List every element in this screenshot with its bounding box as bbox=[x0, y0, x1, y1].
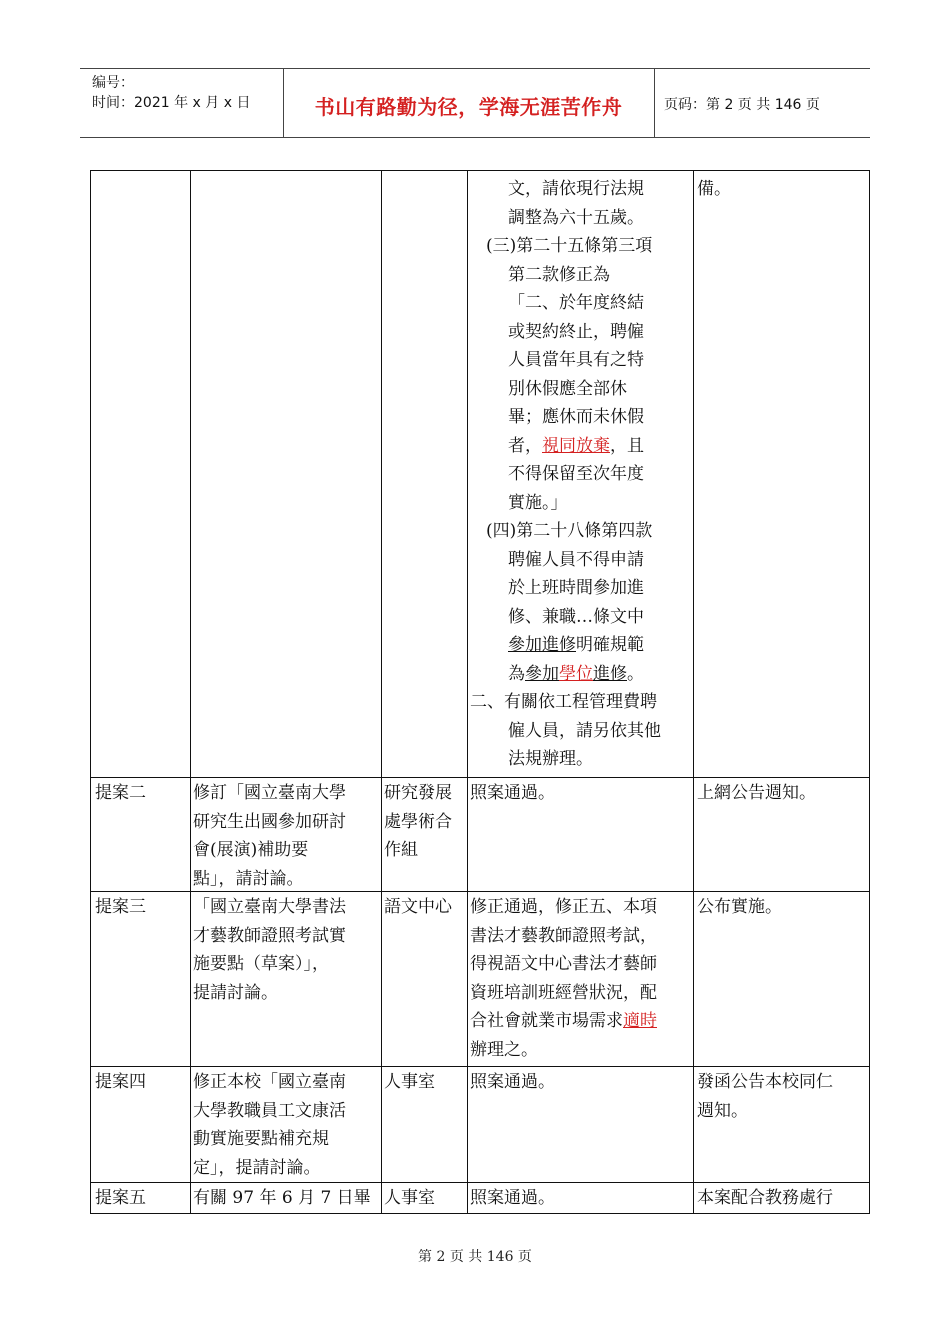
proposal-label: 提案五 bbox=[95, 1188, 146, 1208]
header-meta bbox=[92, 73, 250, 113]
proposal-decision: 照案通過。 bbox=[470, 1072, 555, 1092]
proposal-label: 提案三 bbox=[95, 897, 146, 917]
doc-time-label: 时间：2021 年 x 月 x 日 bbox=[92, 95, 251, 111]
highlighted-phrase: 視同放棄 bbox=[542, 435, 610, 456]
subject-line: 修訂「國立臺南大學 bbox=[193, 783, 346, 803]
decision-line: 聘僱人員不得申請 bbox=[508, 549, 644, 570]
decision-line: 書法才藝教師證照考試， bbox=[470, 925, 657, 946]
proposal-unit: 人事室 bbox=[384, 1072, 435, 1092]
doc-number-label: 编号： bbox=[92, 75, 134, 91]
decision-line: 二、有關依工程管理費聘 bbox=[470, 692, 657, 712]
decision-line: 不得保留至次年度 bbox=[508, 464, 644, 484]
decision-line: 第二款修正為 bbox=[508, 264, 610, 285]
table-column-divider bbox=[381, 171, 382, 1213]
page-footer: 第 2 页 共 146 页 bbox=[418, 1249, 532, 1265]
decision-line: 文，請依現行法規 bbox=[508, 179, 644, 199]
decision-line bbox=[470, 432, 696, 461]
page-header bbox=[80, 68, 870, 138]
minutes-table bbox=[90, 170, 870, 1214]
decision-line: 調整為六十五歲。 bbox=[508, 207, 644, 228]
subject-line: 提請討論。 bbox=[193, 982, 278, 1003]
proposal-label: 提案四 bbox=[95, 1072, 146, 1092]
proposal-remark bbox=[697, 1068, 833, 1125]
highlighted-phrase: 適時 bbox=[623, 1011, 657, 1031]
underlined-phrase: 進修 bbox=[593, 663, 627, 684]
decision-line bbox=[470, 631, 696, 660]
continued-remark-cell: 備。 bbox=[697, 179, 731, 199]
subject-line: 點」，請討論。 bbox=[193, 868, 304, 889]
proposal-unit bbox=[384, 779, 452, 865]
table-column-divider bbox=[467, 171, 468, 1213]
underlined-phrase: 參加進修 bbox=[508, 635, 576, 655]
highlighted-phrase: 學位 bbox=[559, 663, 593, 684]
decision-line: (四)第二十八條第四款 bbox=[486, 521, 653, 541]
proposal-remark: 上網公告週知。 bbox=[697, 783, 816, 803]
decision-line: 修正通過，修正五、本項 bbox=[470, 897, 657, 917]
table-row-divider bbox=[91, 1066, 869, 1067]
proposal-unit: 語文中心 bbox=[384, 897, 452, 917]
subject-line: 修正本校「國立臺南 bbox=[193, 1072, 346, 1092]
decision-line: 僱人員，請另依其他 bbox=[508, 720, 661, 741]
proposal-remark: 本案配合教務處行 bbox=[697, 1188, 833, 1208]
proposal-decision: 照案通過。 bbox=[470, 783, 555, 803]
unit-line: 研究發展 bbox=[384, 783, 452, 803]
decision-line bbox=[470, 660, 696, 689]
header-divider bbox=[654, 69, 655, 137]
subject-line: 「國立臺南大學書法 bbox=[193, 897, 346, 917]
decision-text: 者， bbox=[508, 435, 542, 456]
decision-line: 實施。」 bbox=[508, 492, 568, 513]
proposal-subject bbox=[193, 1068, 379, 1182]
decision-text: 為 bbox=[508, 663, 525, 684]
decision-line bbox=[470, 1007, 692, 1036]
proposal-subject bbox=[193, 779, 379, 893]
proposal-subject: 有關 97 年 6 月 7 日畢 bbox=[193, 1188, 371, 1208]
subject-line: 會(展演)補助要 bbox=[193, 840, 309, 860]
decision-line: 人員當年具有之特 bbox=[508, 350, 644, 370]
decision-line: 辦理之。 bbox=[470, 1039, 538, 1060]
subject-line: 動實施要點補充規 bbox=[193, 1129, 329, 1149]
decision-line: 於上班時間參加進 bbox=[508, 578, 644, 598]
subject-line: 大學教職員工文康活 bbox=[193, 1100, 346, 1121]
decision-line: 別休假應全部休 bbox=[508, 378, 627, 399]
proposal-remark: 公布實施。 bbox=[697, 897, 782, 917]
remark-line: 週知。 bbox=[697, 1100, 748, 1121]
table-column-divider bbox=[190, 171, 191, 1213]
decision-line: 資班培訓班經營狀況，配 bbox=[470, 982, 657, 1003]
table-row-divider bbox=[91, 1182, 869, 1183]
proposal-unit: 人事室 bbox=[384, 1188, 435, 1208]
decision-line: 得視語文中心書法才藝師 bbox=[470, 954, 657, 974]
decision-text: ，且 bbox=[610, 435, 644, 456]
decision-line: 「二、於年度終結 bbox=[508, 293, 644, 313]
table-row-divider bbox=[91, 777, 869, 778]
subject-line: 施要點（草案）」， bbox=[193, 954, 329, 974]
header-page-info: 页码：第 2 页 共 146 页 bbox=[664, 97, 820, 113]
underlined-phrase: 參加 bbox=[525, 663, 559, 684]
remark-line: 發函公告本校同仁 bbox=[697, 1072, 833, 1092]
proposal-decision: 照案通過。 bbox=[470, 1188, 555, 1208]
decision-text: 明確規範 bbox=[576, 635, 644, 655]
decision-text: 合社會就業市場需求 bbox=[470, 1011, 623, 1031]
decision-line: 畢；應休而未休假 bbox=[508, 407, 644, 427]
decision-text: 。 bbox=[627, 663, 644, 684]
decision-line: 法規辦理。 bbox=[508, 749, 593, 769]
unit-line: 處學術合 bbox=[384, 811, 452, 832]
unit-line: 作組 bbox=[384, 840, 418, 860]
header-motto: 书山有路勤为径，学海无涯苦作舟 bbox=[314, 95, 623, 119]
subject-line: 定」，提請討論。 bbox=[193, 1157, 321, 1178]
decision-line: 或契約終止，聘僱 bbox=[508, 321, 644, 342]
subject-line: 才藝教師證照考試實 bbox=[193, 925, 346, 946]
decision-line: (三)第二十五條第三項 bbox=[486, 236, 653, 256]
proposal-decision bbox=[470, 893, 692, 1064]
continued-decision-cell bbox=[470, 175, 696, 774]
decision-line: 修、兼職…條文中 bbox=[508, 606, 644, 627]
proposal-subject bbox=[193, 893, 379, 1007]
subject-line: 研究生出國參加研討 bbox=[193, 811, 346, 832]
proposal-label: 提案二 bbox=[95, 783, 146, 803]
